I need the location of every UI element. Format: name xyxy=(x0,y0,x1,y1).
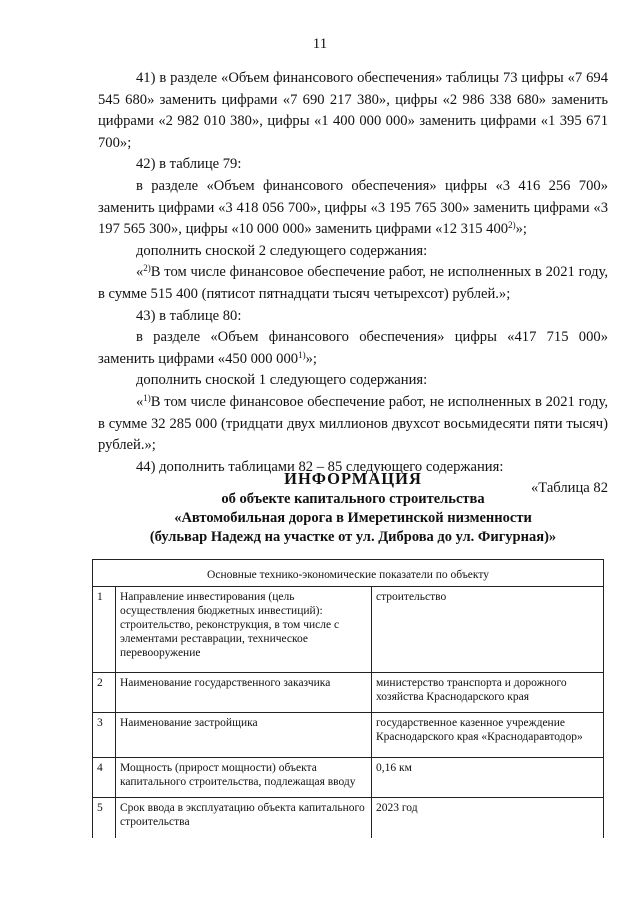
paragraph xyxy=(98,306,608,328)
footnote-mark: 1) xyxy=(143,392,151,403)
row-number: 2 xyxy=(93,673,116,713)
paragraph-text: «Таблица 82 xyxy=(530,480,608,497)
table-row xyxy=(93,798,604,838)
paragraph xyxy=(98,68,608,154)
paragraph-text: 41) в разделе «Объем финансового обеспечения» таблицы 73 цифры «7 694 545 680» заменить цифрами «7 690 217 380», цифры «2 986 338 680» заменить цифрами «2 982 010 380», цифры «1 400 000 000» заменить цифрами «1 395 671 700»; xyxy=(98,70,608,151)
row-value: государственное казенное учреждение Краснодарского края «Краснодаравтодор» xyxy=(372,713,604,758)
indicators-table xyxy=(92,559,604,838)
row-indicator: Направление инвестирования (цель осуществления бюджетных инвестиций): строительство, реконструкция, в том числе с элементами реставрации, техническое перевооружение xyxy=(116,587,372,673)
paragraph-text: 43) в таблице 80: xyxy=(136,307,242,324)
paragraph xyxy=(98,392,608,457)
row-value: 2023 год xyxy=(372,798,604,838)
paragraph xyxy=(98,370,608,392)
row-indicator: Наименование государственного заказчика xyxy=(116,673,372,713)
paragraph xyxy=(98,262,608,305)
table-row xyxy=(93,713,604,758)
paragraph-text: В том числе финансовое обеспечение работ, не исполненных в 2021 году, в сумме 515 400 (пятисот пятнадцати тысяч четырехсот) рублей.»; xyxy=(98,264,608,302)
row-indicator: Срок ввода в эксплуатацию объекта капитального строительства xyxy=(116,798,372,838)
footnote-mark: 2) xyxy=(508,220,516,231)
paragraph-text: дополнить сноской 1 следующего содержания: xyxy=(136,372,428,389)
heading-object-name-line1: «Автомобильная дорога в Имеретинской низменности xyxy=(174,510,532,526)
row-number: 3 xyxy=(93,713,116,758)
table-row xyxy=(93,673,604,713)
paragraph-text: 42) в таблице 79: xyxy=(136,156,242,173)
table-header-row xyxy=(93,560,604,587)
paragraph-text: в разделе «Объем финансового обеспечения» цифры «3 416 256 700» заменить цифрами «3 418 056 700», цифры «3 195 765 300» заменить цифрами «3 197 565 300», цифры «10 000 000» заменить цифрами «12 315 400 xyxy=(98,177,608,238)
page-number: 11 xyxy=(312,36,328,52)
paragraph-text: »; xyxy=(515,221,527,238)
table-header: Основные технико-экономические показатели по объекту xyxy=(93,560,604,587)
paragraph xyxy=(98,327,608,370)
heading-title: ИНФОРМАЦИЯ xyxy=(284,469,422,488)
table-row xyxy=(93,587,604,673)
document-heading xyxy=(98,468,608,547)
table-row xyxy=(93,758,604,798)
row-number: 4 xyxy=(93,758,116,798)
footnote-mark: 2) xyxy=(143,263,151,274)
paragraph-text: « xyxy=(136,264,144,281)
heading-subtitle: об объекте капитального строительства xyxy=(221,491,485,507)
row-number: 5 xyxy=(93,798,116,838)
paragraph-text: 44) дополнить таблицами 82 – 85 следующего содержания: xyxy=(136,458,504,475)
paragraph-text: В том числе финансовое обеспечение работ, не исполненных в 2021 году, в сумме 32 285 000 (тридцати двух миллионов двухсот восьмидесяти пяти тысяч) рублей.»; xyxy=(98,393,608,454)
paragraph-text: »; xyxy=(305,350,317,367)
footnote-mark: 1) xyxy=(298,349,306,360)
row-value: министерство транспорта и дорожного хозяйства Краснодарского края xyxy=(372,673,604,713)
row-value: 0,16 км xyxy=(372,758,604,798)
body-text xyxy=(98,68,608,500)
paragraph xyxy=(98,154,608,176)
paragraph xyxy=(98,241,608,263)
heading-object-name-line2: (бульвар Надежд на участке от ул. Диброва до ул. Фигурная)» xyxy=(149,529,557,545)
paragraph-text: « xyxy=(136,393,144,410)
paragraph xyxy=(98,176,608,241)
row-indicator: Мощность (прирост мощности) объекта капитального строительства, подлежащая вводу xyxy=(116,758,372,798)
row-value: строительство xyxy=(372,587,604,673)
paragraph-text: дополнить сноской 2 следующего содержания: xyxy=(136,242,428,259)
paragraph-text: в разделе «Объем финансового обеспечения» цифры «417 715 000» заменить цифрами «450 000 000 xyxy=(98,329,608,367)
row-indicator: Наименование застройщика xyxy=(116,713,372,758)
row-number: 1 xyxy=(93,587,116,673)
